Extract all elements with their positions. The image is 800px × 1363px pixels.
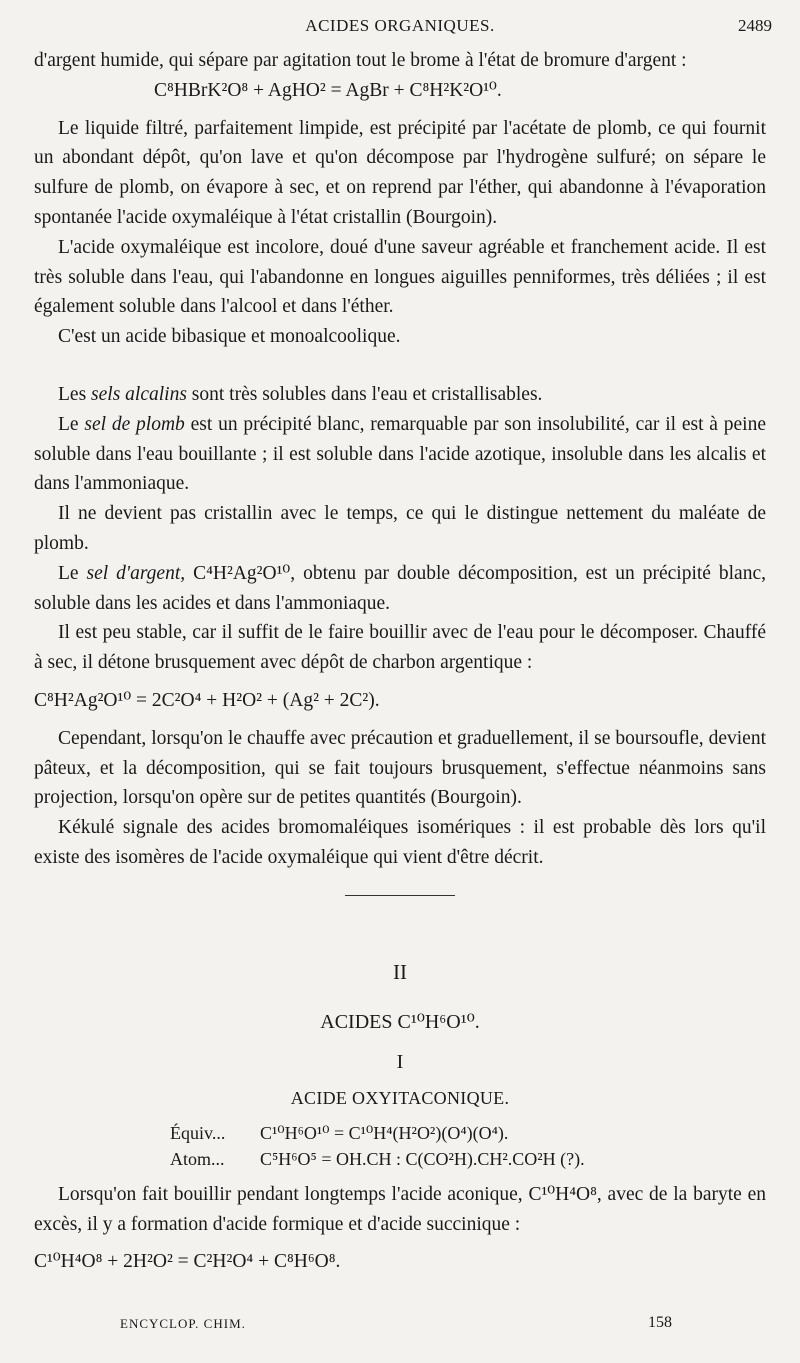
atom-row (170, 1146, 766, 1172)
subsection-title: ACIDE OXYITACONIQUE. (290, 1087, 510, 1108)
atom-label: Atom... (170, 1148, 225, 1169)
section-number: II (393, 959, 407, 984)
text: Le (58, 562, 87, 584)
text: Les (58, 383, 92, 405)
formula-table (34, 1120, 766, 1172)
page-footer (0, 1312, 800, 1334)
paragraph: Kékulé signale des acides bromomaléiques isomériques : il est probable dès lors qu'il existe des isomères de l'acide oxymaléique qui vient d'être décrit. (34, 817, 766, 868)
emphasis: sel de plomb (84, 413, 185, 435)
paragraph: d'argent humide, qui sépare par agitation tout le brome à l'état de bromure d'argent : (34, 50, 687, 71)
text: est un précipité blanc, remarquable par son insolubilité, car il est à peine soluble dans l'eau bouillante ; il est soluble dans l'acide azotique, insoluble dans les alcalis et dans l'ammoniaque. (34, 413, 766, 495)
atom-formula: C⁵H⁶O⁵ = OH.CH : C(CO²H).CH².CO²H (?). (260, 1148, 585, 1169)
footer-signature: ENCYCLOP. CHIM. (120, 1316, 246, 1331)
formula: C¹⁰H⁴O⁸ + 2H²O² = C²H²O⁴ + C⁸H⁶O⁸. (34, 1251, 341, 1273)
page-header (0, 14, 800, 38)
page-number: 2489 (738, 16, 772, 35)
paragraph: Il est peu stable, car il suffit de le faire bouillir avec de l'eau pour le décomposer. Chauffé à sec, il détone brusquement avec dépôt de charbon argentique : (34, 622, 766, 674)
paragraph: Le liquide filtré, parfaitement limpide, est précipité par l'acétate de plomb, ce qui fournit un abondant dépôt, qu'on lave et qu'on décompose par l'hydrogène sulfuré; on sépare le sulfure de plomb, on évapore à sec, et on reprend par l'éther, qui abandonne à l'évaporation spontanée l'acide oxymaléique à l'état cristallin (Bourgoin). (34, 117, 766, 228)
text: sont très solubles dans l'eau et cristallisables. (186, 383, 543, 405)
formula: C⁸H²Ag²O¹⁰ = 2C²O⁴ + H²O² + (Ag² + 2C²). (34, 689, 380, 711)
paragraph (34, 380, 766, 410)
equiv-label: Équiv... (170, 1122, 226, 1143)
emphasis: sel d'argent, (86, 562, 186, 584)
equiv-formula: C¹⁰H⁶O¹⁰ = C¹⁰H⁴(H²O²)(O⁴)(O⁴). (260, 1122, 509, 1143)
text: Le (58, 413, 85, 435)
paragraph: Lorsqu'on fait bouillir pendant longtemps l'acide aconique, C¹⁰H⁴O⁸, avec de la baryte en excès, il y a formation d'acide formique et d'acide succinique : (34, 1183, 766, 1235)
paragraph (34, 559, 766, 619)
formula: C⁸HBrK²O⁸ + AgHO² = AgBr + C⁸H²K²O¹⁰. (154, 79, 502, 101)
equiv-row (170, 1120, 766, 1146)
paragraph: Cependant, lorsqu'on le chauffe avec précaution et graduellement, il se boursoufle, devient pâteux, et la décomposition, qui se fait toujours brusquement, s'effectue néanmoins sans projection, lorsqu'on opère sur de petites quantités (Bourgoin). (34, 727, 766, 809)
page-body (34, 46, 766, 1277)
section-title: ACIDES C¹⁰H⁶O¹⁰. (320, 1010, 480, 1033)
paragraph: C'est un acide bibasique et monoalcoolique. (58, 326, 401, 348)
running-title: ACIDES ORGANIQUES. (305, 16, 495, 35)
subsection-number: I (396, 1050, 404, 1073)
emphasis: sels alcalins (91, 383, 187, 405)
section-divider (345, 895, 455, 896)
paragraph: L'acide oxymaléique est incolore, doué d'une saveur agréable et franchement acide. Il est très soluble dans l'eau, qui l'abandonne en longues aiguilles penniformes, très déliées ; il est également soluble dans l'alcool et dans l'éther. (34, 236, 766, 318)
paragraph: Il ne devient pas cristallin avec le temps, ce qui le distingue nettement du maléate de plomb. (34, 503, 766, 554)
paragraph (34, 410, 766, 499)
sheet-number: 158 (648, 1314, 672, 1331)
text: C⁴H²Ag²O¹⁰, obtenu par double décomposition, est un précipité blanc, soluble dans les acides et dans l'ammoniaque. (34, 562, 766, 614)
